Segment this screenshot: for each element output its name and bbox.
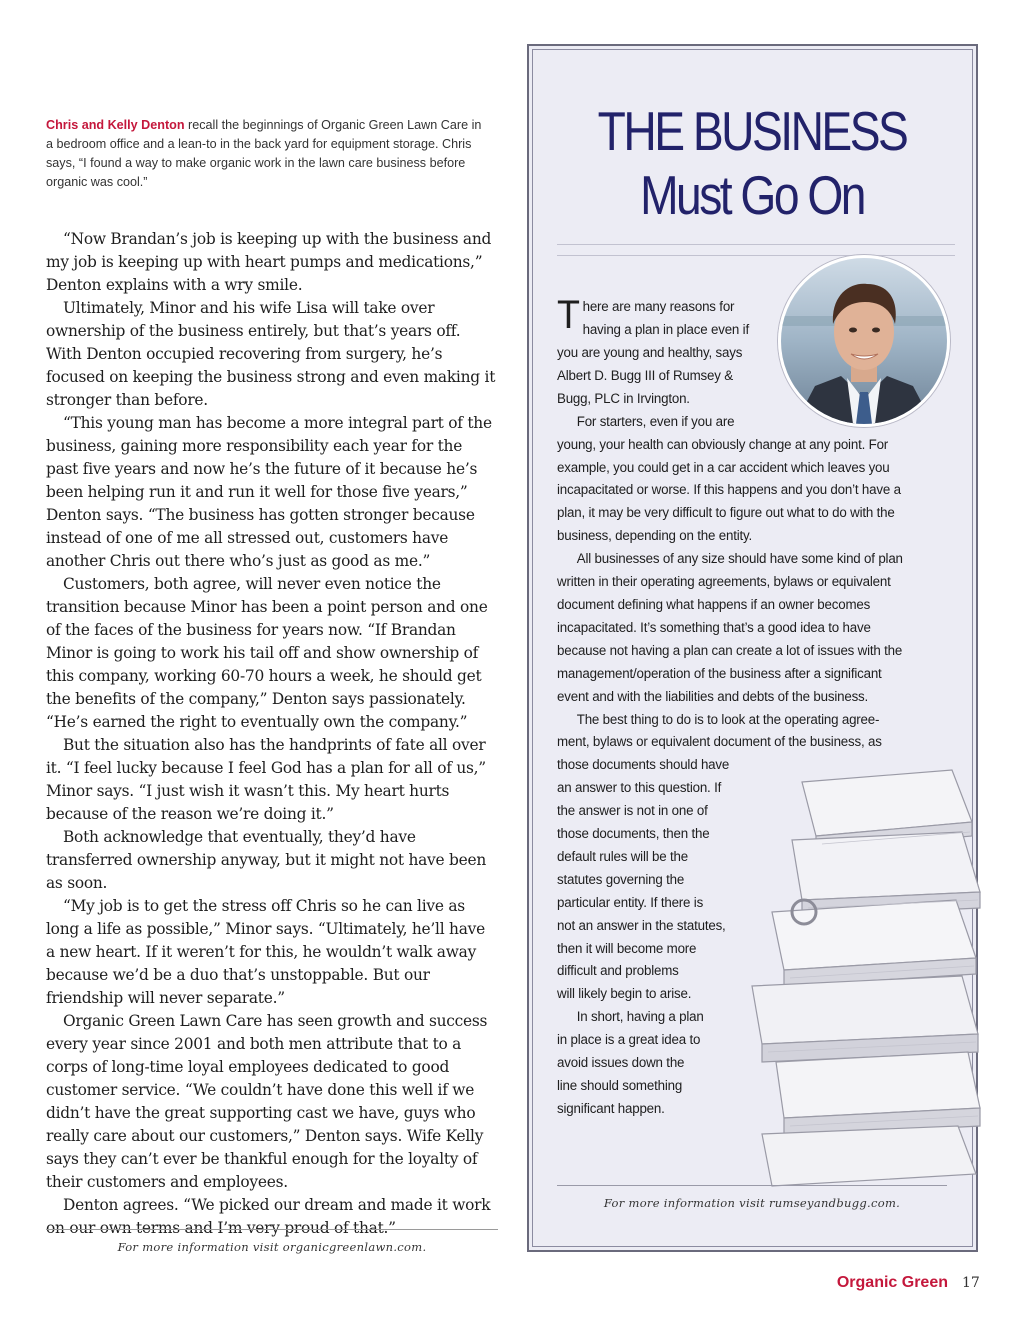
sidebar-line: incapacitated. It’s something that’s a good idea to have [557,619,871,636]
article-paragraph: Both acknowledge that eventually, they’d have transferred ownership anyway, but it might not have been as soon. [46,828,486,892]
article-body [46,228,498,1240]
sidebar-line: because not having a plan can create a lot of issues with the [557,642,903,659]
sidebar-line: particular entity. If there is [557,894,704,911]
sidebar-line: business, depending on the entity. [557,528,753,545]
sidebar-line: For starters, even if you are [576,413,735,430]
sidebar-line: All businesses of any size should have some kind of plan [576,551,903,568]
article-paragraph: Denton agrees. “We picked our dream and made it work on our own terms and I’m very proud of that.” [46,1196,491,1237]
article-paragraph: “This young man has become a more integral part of the business, gaining more responsibility each year for the past five years and now he’s the future of it because he’s been helping run it and run it well for those five years,” Denton says. “The business has gotten stronger because instead of one of me all stressed out, customers have another Chris out there who’s just as good as me.” [46,414,492,570]
sidebar-line: Albert D. Bugg III of Rumsey & [557,367,733,384]
sidebar-line: plan, it may be very difficult to figure out what to do with the [557,505,895,522]
sidebar-line: young, your health can obviously change at any point. For [557,436,889,453]
sidebar-line: not an answer in the statutes, [557,917,726,934]
sidebar-line: default rules will be the [557,848,688,865]
sidebar-title-line1: THE BUSINESS [597,100,907,162]
sidebar-line: incapacitated or worse. If this happens and you don’t have a [557,482,901,499]
sidebar-line: those documents should have [557,757,730,774]
article-paragraph: “My job is to get the stress off Chris so he can live as long a life as possible,” Minor says. “Ultimately, he’ll have a new heart. If it weren’t for this, he wouldn’t walk away because we’d be a duo that’s unstoppable. But our friendship will never separate.” [46,897,485,1007]
sidebar-line: management/operation of the business after a significant [557,665,882,682]
sidebar-line: avoid issues down the [557,1055,685,1072]
sidebar-line: difficult and problems [557,963,679,980]
sidebar-line: ment, bylaws or equivalent document of the business, as [557,734,882,751]
sidebar-line: In short, having a plan [576,1009,704,1026]
article-paragraph: Ultimately, Minor and his wife Lisa will take over ownership of the business entirely, but that’s years off. With Denton occupied recovering from surgery, he’s focused on keeping the business strong and even making it stronger than before. [46,299,496,409]
article-paragraph: Organic Green Lawn Care has seen growth and success every year since 2001 and both men attribute that to a corps of long-time loyal employees dedicated to good customer service. “We couldn’t have done this well if we didn’t have the great supporting cast we have, guys who really care about our customers,” Denton says. Wife Kelly says they can’t ever be thankful enough for the loyalty of their customers and employees. [46,1012,488,1191]
sidebar-line: here are many reasons for [582,299,735,315]
sidebar-footer-rule [557,1185,947,1186]
sidebar-line: statutes governing the [557,871,685,888]
sidebar-intro [557,293,928,342]
article-footer-rule [46,1229,498,1230]
sidebar-divider [557,244,955,245]
sidebar-line: those documents, then the [557,826,710,843]
article-paragraph: “Now Brandan’s job is keeping up with the business and my job is keeping up with heart pumps and medications,” Denton explains with a wry smile. [46,230,492,294]
drop-cap: T [557,293,580,337]
photo-caption [46,116,486,192]
caption-text: recall the beginnings of Organic Green Lawn Care in a bedroom office and a lean-to in the back yard for equipment storage. Chris says, “I found a way to make organic work in the lawn care business before organic was cool.” [46,118,482,189]
sidebar-line: having a plan in place even if [582,321,749,338]
sidebar-line: an answer to this question. If [557,780,722,797]
sidebar-line: The best thing to do is to look at the operating agree- [576,711,880,728]
sidebar-footer-link[interactable]: For more information visit rumseyandbugg.com. [603,1196,901,1210]
page-number: 17 [962,1275,980,1291]
article-footer-link[interactable]: For more information visit organicgreenlawn.com. [117,1240,427,1254]
sidebar-divider [557,255,955,256]
sidebar-line: line should something [557,1078,683,1094]
sidebar-body [557,342,928,1121]
sidebar-line: Bugg, PLC in Irvington. [557,390,690,407]
article-paragraph: But the situation also has the handprints of fate all over it. “I feel lucky because I feel God has a plan for all of us,” Minor says. “I just wish it wasn’t this. My heart hurts because of the reason we’re doing it.” [46,736,486,823]
sidebar-line: in place is a great idea to [557,1032,701,1049]
sidebar-line: example, you could get in a car accident which leaves you [557,459,890,476]
sidebar-line: the answer is not in one of [557,803,708,820]
caption-names: Chris and Kelly Denton [46,118,185,132]
sidebar-line: written in their operating agreements, bylaws or equivalent [557,574,891,591]
sidebar-line: then it will become more [557,940,697,957]
sidebar-line: document defining what happens if an owner becomes [557,596,871,613]
sidebar-line: event and with the liabilities and debts of the business. [557,688,869,705]
sidebar-title-line2: Must Go On [640,164,864,226]
sidebar-line: significant happen. [557,1100,665,1117]
folio-publication: Organic Green [836,1274,948,1291]
article-paragraph: Customers, both agree, will never even notice the transition because Minor has been a point person and one of the faces of the business for years now. “If Brandan Minor is going to work his tail off and show ownership of this company, working 60-70 hours a week, he should get the benefits of the company,” Denton says passionately. “He’s earned the right to eventually own the company.” [46,575,488,731]
sidebar-line: you are young and healthy, says [557,345,743,361]
sidebar-line: will likely begin to arise. [557,986,692,1003]
